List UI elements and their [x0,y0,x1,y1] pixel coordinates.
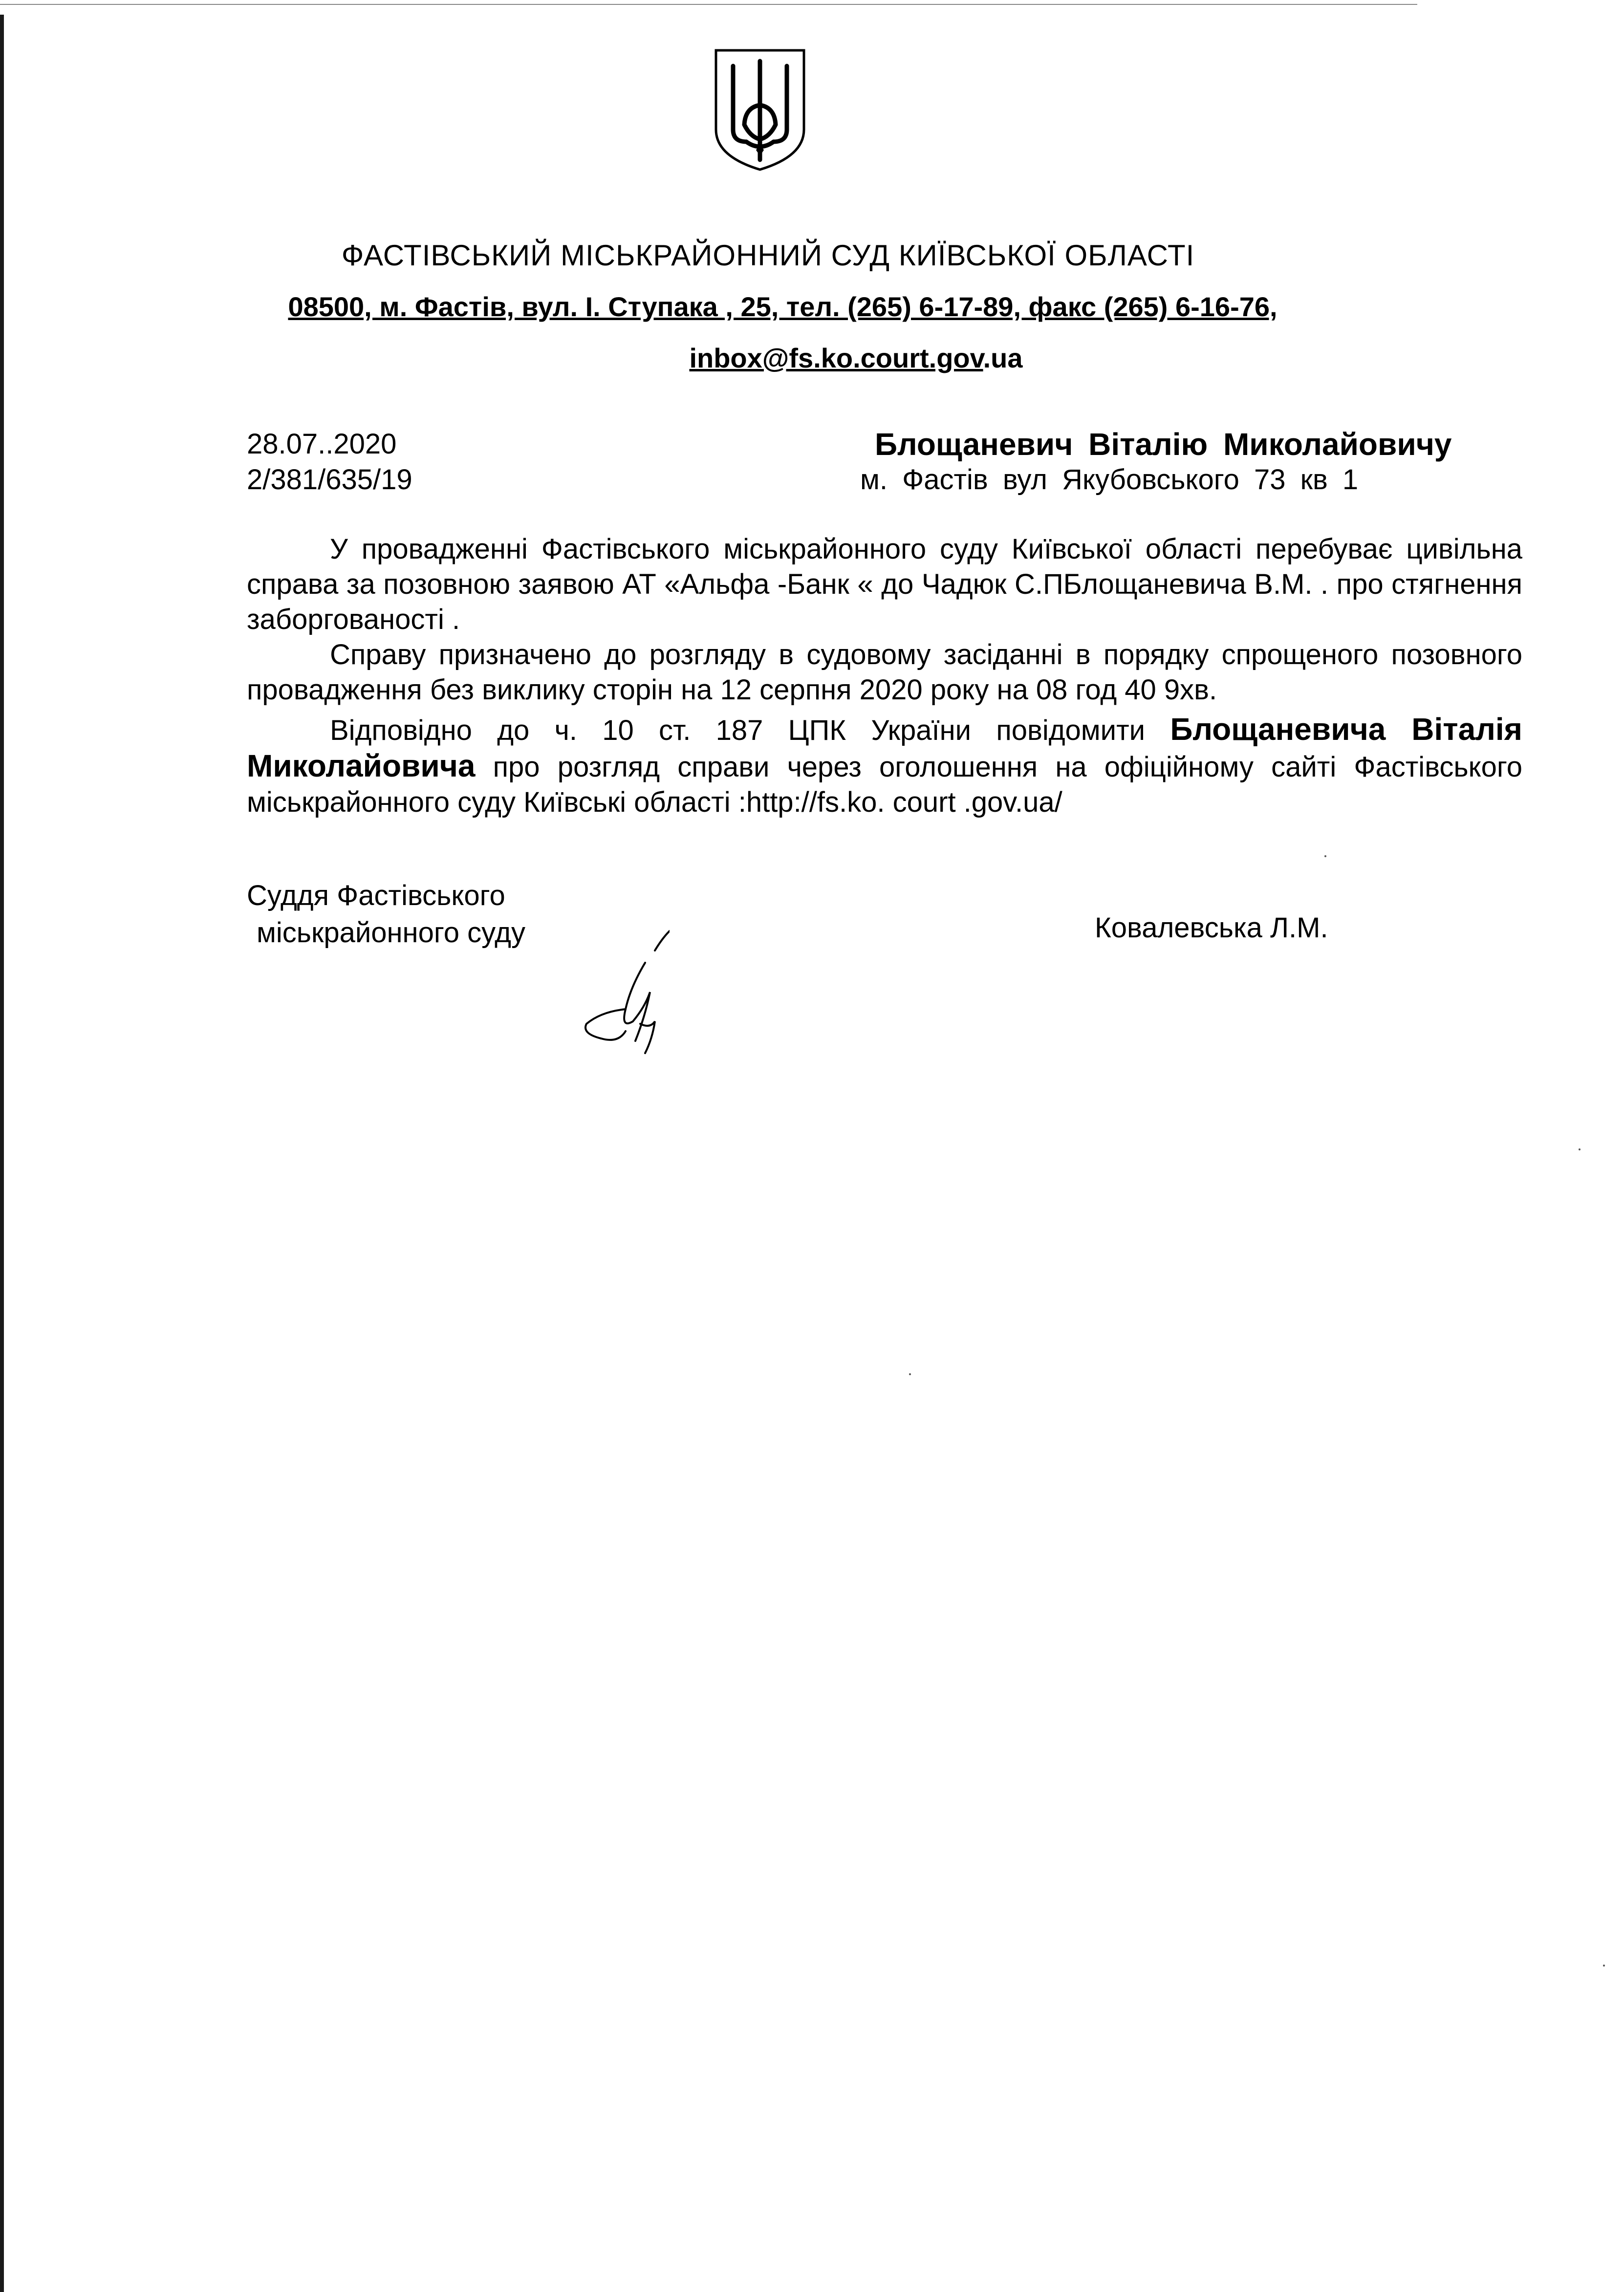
scan-top-line [0,4,1417,5]
tryzub-coat-of-arms-icon [711,46,809,173]
letter-date: 28.07..2020 [247,428,397,460]
notification-text-end: про розгляд справи через оголошення на офіційному сайті Фастівського міськрайонного суду Київські області :http://fs.ko. court .gov.ua/ [247,751,1522,818]
scan-speck [1579,1148,1581,1150]
letter-body [247,532,1522,820]
case-number: 2/381/635/19 [247,464,412,496]
handwritten-signature-icon [572,924,670,1060]
notification-text-start: Відповідно до ч. 10 ст. 187 ЦПК України повідомити [330,714,1170,746]
paragraph-notification [247,712,1522,820]
signer-title-line2: міськрайонного суду [257,917,526,949]
scan-speck [909,1373,911,1375]
paragraph-proceedings: У провадженні Фастівського міськрайонного суду Київської області перебуває цивільна справа за позовною заявою АТ «Альфа -Банк « до Чадюк С.ПБлощаневича В.М. . про стягнення заборгованості . [247,533,1522,635]
paragraph-hearing: Справу призначено до розгляду в судовому засіданні в порядку спрощеного позовного провадження без виклику сторін на 12 серпня 2020 року на 08 год 40 9хв. [247,639,1522,706]
notified-person-name: Блощаневича Віталія Миколайовича [247,712,1522,783]
signer-title-line1: Суддя Фастівського [247,880,505,911]
court-address: 08500, м. Фастів, вул. І. Ступака , 25, тел. (265) 6-17-89, факс (265) 6-16-76, [288,291,1278,322]
court-name: ФАСТІВСЬКИЙ МІСЬКРАЙОННИЙ СУД КИЇВСЬКОЇ ОБЛАСТІ [341,239,1195,272]
recipient-name: Блощаневич Віталію Миколайовичу [875,427,1452,462]
scan-speck [1324,855,1326,857]
scan-speck [1603,1965,1605,1967]
signer-title [247,877,525,951]
court-email [0,342,1624,374]
court-email-address: inbox@fs.ko.court.gov [689,343,983,373]
judge-name: Ковалевська Л.М. [1095,912,1328,944]
court-email-suffix: .ua [983,343,1023,373]
recipient-address: м. Фастів вул Якубовського 73 кв 1 [860,464,1359,496]
